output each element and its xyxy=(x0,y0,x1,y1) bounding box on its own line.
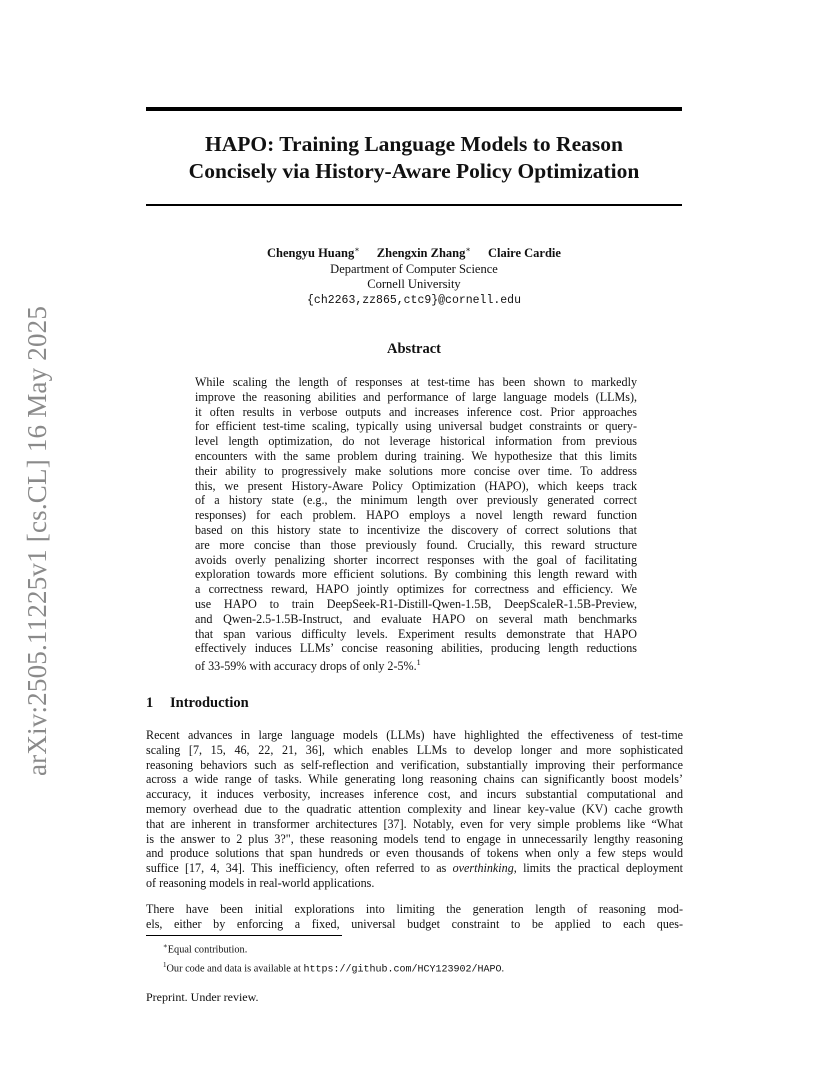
arxiv-identifier-stamp: arXiv:2505.11225v1 [cs.CL] 16 May 2025 xyxy=(22,305,52,776)
abstract-line: improve the reasoning abilities and performance of large language models (LLMs), xyxy=(195,389,637,404)
equal-contribution-mark: ∗ xyxy=(465,245,471,254)
abstract-line: it often results in verbose outputs and increases inference cost. Prior approaches xyxy=(195,404,637,419)
abstract-line: encounters with the same problem during training. We hypothesize that this limits xyxy=(195,448,637,463)
preprint-footer: Preprint. Under review. xyxy=(146,990,259,1004)
paragraph-line: of reasoning models in real-world applications. xyxy=(146,875,375,890)
abstract-line: based on this history state to incentivize the discovery of correct solutions that xyxy=(195,522,637,537)
title-bottom-rule xyxy=(146,204,682,206)
paragraph-line: is the answer to 2 plus 3?", these reasoning models tend to engage in unnecessarily lengthy reasoning xyxy=(146,831,683,846)
author: Chengyu Huang∗ xyxy=(267,245,360,261)
abstract-line: responses) for each problem. HAPO employs a novel length reward function xyxy=(195,508,637,523)
abstract-line: of a history state (e.g., the minimum length over previously generated correct xyxy=(195,493,637,508)
author-department: Department of Computer Science xyxy=(330,261,498,276)
abstract-line: exploration towards more efficient solutions. By combining this length reward with xyxy=(195,567,637,582)
abstract-line: that span various difficulty levels. Experiment results demonstrate that HAPO xyxy=(195,626,637,641)
paragraph-line: that are inherent in transformer architectures [37]. Notably, even for very simple problems like “What xyxy=(146,816,683,831)
footnote-ref-1: 1 xyxy=(416,658,421,668)
author-university: Cornell University xyxy=(367,277,461,292)
paragraph-line: suffice [17, 4, 34]. This inefficiency, often referred to as overthinking, limits the practical deployment xyxy=(146,861,683,876)
abstract-line: level length optimization, do not leverage historical information from previous xyxy=(195,434,637,449)
paragraph-line: reasoning behaviors such as self-reflection and verification, substantially improving their performance xyxy=(146,757,683,772)
abstract-line: use HAPO to train DeepSeek-R1-Distill-Qwen-1.5B, DeepScaleR-1.5B-Preview, xyxy=(195,596,637,611)
footnote-equal-contribution: ∗Equal contribution. xyxy=(163,942,248,956)
paragraph-line: and produce solutions that span hundreds or even thousands of tokens when only a few steps would xyxy=(146,846,683,861)
paragraph-line: accuracy, it induces verbosity, increases inference cost, and incurs substantial computational and xyxy=(146,787,683,802)
section-heading-introduction xyxy=(146,695,249,712)
intro-paragraph-2 xyxy=(146,902,683,932)
abstract-last-line: of 33-59% with accuracy drops of only 2-5%.$^1$ xyxy=(195,658,421,674)
paragraph-line: els, either by enforcing a fixed, universal budget constraint to be applied to each ques- xyxy=(146,916,683,931)
section-title: Introduction xyxy=(170,695,249,711)
paragraph-line: Recent advances in large language models (LLMs) have highlighted the effectiveness of test-time xyxy=(146,728,683,742)
title-top-rule xyxy=(146,107,682,111)
intro-paragraph-1 xyxy=(146,728,683,891)
abstract-line: a correctness reward, HAPO jointly optimizes for correctness and efficiency. We xyxy=(195,582,637,597)
abstract-line: their ability to progressively make solutions more concise over time. To address xyxy=(195,463,637,478)
paper-title xyxy=(146,131,682,185)
footnotes xyxy=(163,939,504,978)
title-line-2: Concisely via History-Aware Policy Optimization xyxy=(188,159,640,183)
equal-contribution-mark: ∗ xyxy=(354,245,360,254)
author-block xyxy=(146,242,682,308)
abstract-line: avoids overly penalizing shorter incorrect responses with the goal of facilitating xyxy=(195,552,637,567)
abstract-heading: Abstract xyxy=(387,341,441,357)
abstract-body xyxy=(195,375,637,674)
author: Claire Cardie xyxy=(487,246,561,261)
author: Zhengxin Zhang∗ xyxy=(376,245,471,261)
author-names xyxy=(146,242,682,262)
abstract-line: and Qwen-2.5-1.5B-Instruct, and evaluate HAPO on several math benchmarks xyxy=(195,611,637,626)
paragraph-line: across a wide range of tasks. While generating long reasoning chains can significantly boost models’ xyxy=(146,772,683,787)
paragraph-line: scaling [7, 15, 46, 22, 21, 36], which enables LLMs to develop longer and more sophisticated xyxy=(146,742,683,757)
paragraph-line: memory overhead due to the quadratic attention complexity and linear key-value (KV) cache growth xyxy=(146,801,683,816)
abstract-line: this, we present History-Aware Policy Optimization (HAPO), which keeps track xyxy=(195,478,637,493)
abstract-line: effectively induces LLMs’ concise reasoning abilities, producing length reductions xyxy=(195,641,637,656)
author-emails: {ch2263,zz865,ctc9}@cornell.edu xyxy=(307,293,521,307)
paragraph-line: There have been initial explorations into limiting the generation length of reasoning mod- xyxy=(146,902,683,916)
abstract-line: While scaling the length of responses at test-time has been shown to markedly xyxy=(195,375,637,389)
footnote-code-link: $^1$Our code and data is available at https://github.com/HCY123902/HAPO. xyxy=(163,960,505,976)
github-link[interactable]: https://github.com/HCY123902/HAPO xyxy=(303,964,502,976)
footnote-rule xyxy=(146,935,342,936)
title-line-1: HAPO: Training Language Models to Reason xyxy=(205,132,623,156)
overthinking-term: overthinking xyxy=(452,861,514,876)
abstract-line: are more concise than those previously found. Crucially, this reward structure xyxy=(195,537,637,552)
abstract-line: for efficient test-time scaling, typically using universal budget constraints or query- xyxy=(195,419,637,434)
section-number: 1 xyxy=(146,695,154,711)
